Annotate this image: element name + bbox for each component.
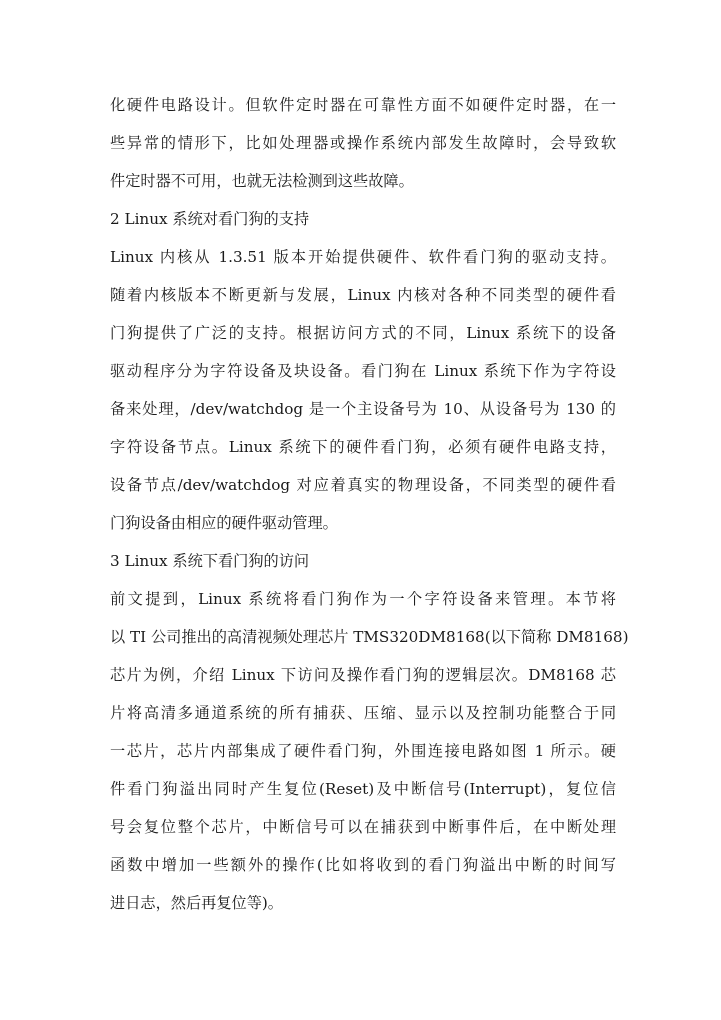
section-heading: 3 Linux 系统下看门狗的访问 [110, 552, 310, 570]
paragraph-line: 件看门狗溢出同时产生复位(Reset)及中断信号(Interrupt)，复位信 [110, 780, 616, 798]
paragraph-line: 号会复位整个芯片，中断信号可以在捕获到中断事件后，在中断处理 [110, 818, 616, 836]
paragraph-line: 备来处理，/dev/watchdog 是一个主设备号为 10、从设备号为 130 的 [110, 400, 616, 418]
paragraph-line: 片将高清多通道系统的所有捕获、压缩、显示以及控制功能整合于同 [110, 704, 616, 722]
paragraph-line: 门狗提供了广泛的支持。根据访问方式的不同，Linux 系统下的设备 [110, 324, 616, 342]
paragraph-line: 些异常的情形下，比如处理器或操作系统内部发生故障时，会导致软 [110, 134, 616, 152]
paragraph-line: 门狗设备由相应的硬件驱动管理。 [110, 514, 338, 532]
section-heading: 2 Linux 系统对看门狗的支持 [110, 210, 310, 228]
paragraph-line: 芯片为例，介绍 Linux 下访问及操作看门狗的逻辑层次。DM8168 芯 [110, 666, 616, 684]
paragraph-line: Linux 内核从 1.3.51 版本开始提供硬件、软件看门狗的驱动支持。 [110, 248, 616, 266]
paragraph-line: 前文提到，Linux 系统将看门狗作为一个字符设备来管理。本节将 [110, 590, 616, 608]
paragraph-line: 进日志，然后再复位等)。 [110, 894, 283, 912]
paragraph-line: 一芯片，芯片内部集成了硬件看门狗，外围连接电路如图 1 所示。硬 [110, 742, 616, 760]
paragraph-line: 函数中增加一些额外的操作(比如将收到的看门狗溢出中断的时间写 [110, 856, 616, 874]
paragraph-line: 设备节点/dev/watchdog 对应着真实的物理设备，不同类型的硬件看 [110, 476, 616, 494]
paragraph-line: 以 TI 公司推出的高清视频处理芯片 TMS320DM8168(以下简称 DM8168) [110, 628, 629, 646]
paragraph-line: 化硬件电路设计。但软件定时器在可靠性方面不如硬件定时器，在一 [110, 96, 616, 114]
paragraph-line: 字符设备节点。Linux 系统下的硬件看门狗，必须有硬件电路支持， [110, 438, 616, 456]
paragraph-line: 驱动程序分为字符设备及块设备。看门狗在 Linux 系统下作为字符设 [110, 362, 616, 380]
paragraph-line: 随着内核版本不断更新与发展，Linux 内核对各种不同类型的硬件看 [110, 286, 616, 304]
paragraph-line: 件定时器不可用，也就无法检测到这些故障。 [110, 172, 414, 190]
